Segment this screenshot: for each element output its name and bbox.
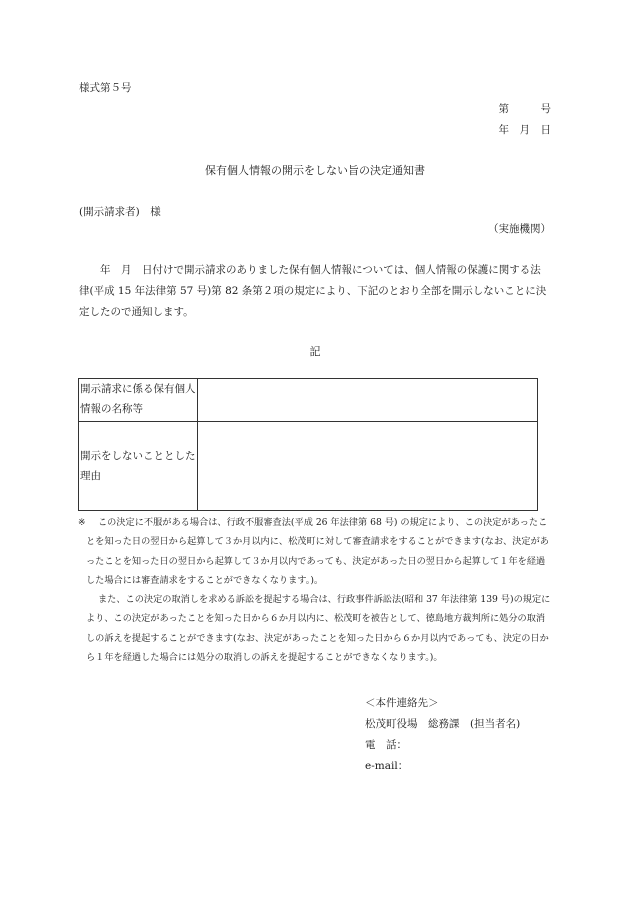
- issuing-agency: （実施機関）: [488, 223, 551, 235]
- table-value-info-name: [198, 379, 538, 422]
- note-paragraph-lawsuit: また、この決定の取消しを求める訴訟を提起する場合は、行政事件訴訟法(昭和 37 年法律第 139 号)の規定により、この決定があったことを知った日から６か月以内に、松茂町を被告として、徳島地方裁判所に処分の取消しの訴えを提起することができます(なお、決定があったことを知った日から６か月以内であっても、決定の日から１年を経過した場合には処分の取消しの訴えを提起することができなくなります。)。: [86, 594, 551, 664]
- note-mark: ※: [78, 517, 86, 528]
- table-row: [79, 422, 538, 511]
- contact-email: e-mail：: [365, 760, 409, 772]
- appeal-note: [78, 513, 553, 667]
- document-date: 年 月 日: [498, 124, 551, 136]
- contact-office: 松茂町役場 総務課 (担当者名): [365, 718, 521, 730]
- ki-heading: 記: [309, 345, 321, 358]
- addressee: (開示請求者) 様: [79, 206, 161, 218]
- contact-block: [365, 693, 520, 777]
- table-label-reason: 開示をしないこととした理由: [79, 422, 198, 511]
- notice-body: 年 月 日付けで開示請求のありました保有個人情報については、個人情報の保護に関する法律(平成 15 年法律第 57 号)第 82 条第２項の規定により、下記のとおり全部を開示しないことに決定したので通知します。: [79, 264, 547, 318]
- document-number: 第 号: [498, 103, 551, 115]
- table-value-reason: [198, 422, 538, 511]
- contact-phone: 電 話：: [365, 739, 407, 751]
- contact-heading: ＜本件連絡先＞: [365, 697, 439, 709]
- table-label-info-name: 開示請求に係る保有個人情報の名称等: [79, 379, 198, 422]
- decision-table: [78, 378, 538, 511]
- note-paragraph-review: この決定に不服がある場合は、行政不服審査法(平成 26 年法律第 68 号) の規定により、この決定があったことを知った日の翌日から起算して３か月以内に、松茂町に対して審査請求をすることができます(なお、決定があったことを知った日の翌日から起算して３か月以内であっても、決定があった日の翌日から起算して１年を経過した場合には審査請求をすることができなくなります。)。: [86, 517, 549, 586]
- form-number: 様式第５号: [79, 82, 132, 94]
- document-title: 保有個人情報の開示をしない旨の決定通知書: [205, 164, 425, 177]
- table-row: [79, 379, 538, 422]
